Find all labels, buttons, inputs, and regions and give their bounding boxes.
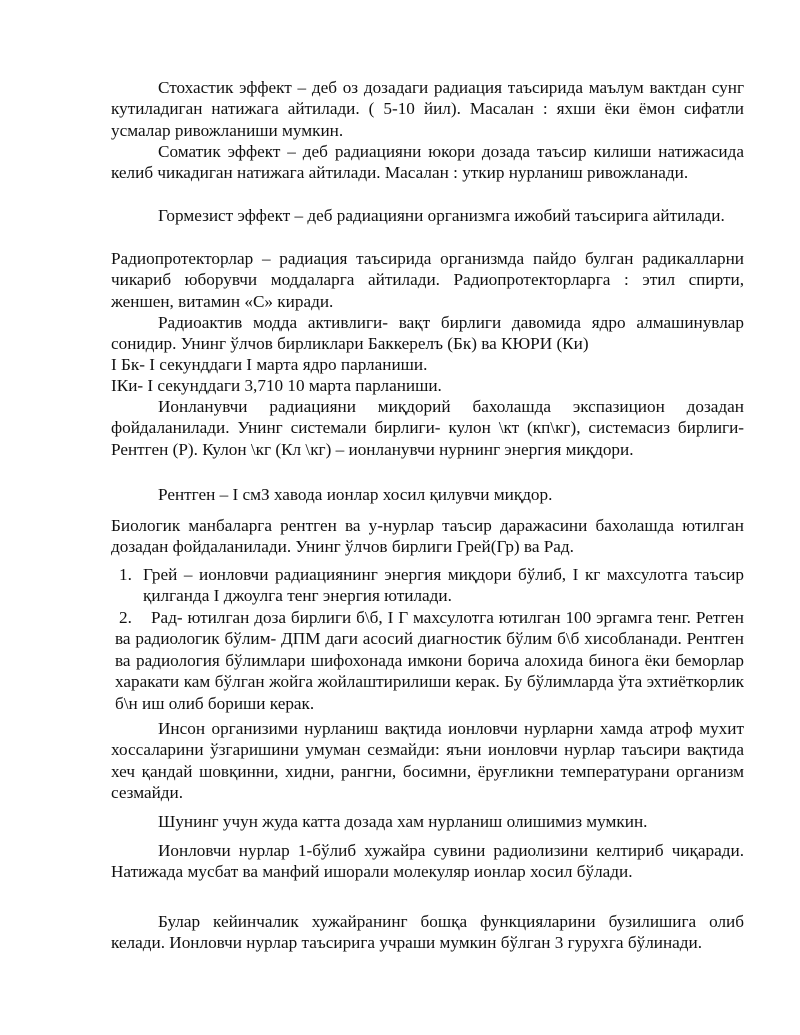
list-item-text: Рад- ютилган доза бирлиги б\б, I Г махсулотга ютилган 100 эргамга тенг. Ретген ва радиологик бўлим- ДПМ даги асосий диагностик бўлим б\б хисобланади. Рентген ва радиология бўлимлари шифохонада имкони борича алохида бинога ёки беморлар харакати кам бўлган жойга жойлаштирилиши керак. Бу бўлимларда ўта эхтиёткорлик б\н иш олиб бориши керак. bbox=[115, 608, 744, 713]
paragraph-absorbed-dose: Биологик манбаларга рентген ва у-нурлар таъсир даражасини бахолашда ютилган дозадан фойдаланилади. Унинг ўлчов бирлиги Грей(Гр) ва Рад. bbox=[111, 516, 744, 557]
list-number: 1. bbox=[119, 565, 132, 584]
paragraph-radiolysis: Ионловчи нурлар 1-бўлиб хужайра сувини радиолизини келтириб чиқаради. Натижада мусбат ва манфий ишорали молекуляр ионлар хосил бўлади. bbox=[111, 841, 744, 882]
paragraph-radioprotectors: Радиопротекторлар – радиация таъсирида организмда пайдо булган радикалларни чикариб юборувчи моддаларга айтилади. Радиопротекторларга : этил спирти, женшен, витамин «С» киради. bbox=[111, 249, 744, 311]
list-item-gray bbox=[115, 564, 744, 607]
paragraph-no-sensation: Инсон организими нурланиш вақтида ионловчи нурларни хамда атроф мухит хоссаларини ўзгаришини умуман сезмайди: яъни ионловчи нурлар таъсири вақтида хеч қандай шовқинни, хидни, рангни, босимни, ёруғликни температурани организм сезмайди. bbox=[111, 719, 744, 803]
paragraph-becquerel: I Бк- I секунддаги I марта ядро парланиши. bbox=[111, 355, 428, 374]
list-number: 2. bbox=[119, 608, 132, 627]
list-item-text: Грей – ионловчи радиациянинг энергия миқдори бўлиб, I кг махсулотга таъсир қилганда I джоулга тенг энергия ютилади. bbox=[143, 565, 744, 606]
paragraph-cell-functions: Булар кейинчалик хужайранинг бошқа функцияларини бузилишига олиб келади. Ионловчи нурлар таъсирига учраши мумкин бўлган 3 гурухга бўлинади. bbox=[111, 912, 744, 953]
paragraph-roentgen: Рентген – I смЗ хавода ионлар хосил қилувчи миқдор. bbox=[158, 485, 553, 504]
list-item-rad bbox=[115, 607, 744, 714]
paragraph-hormesis-effect: Гормезист эффект – деб радиацияни организмга ижобий таъсирига айтилади. bbox=[158, 206, 725, 225]
paragraph-activity: Радиоактив модда активлиги- вақт бирлиги давомида ядро алмашинувлар сонидир. Унинг ўлчов бирликлари Баккерелъ (Бк) ва КЮРИ (Ки) bbox=[111, 313, 744, 354]
paragraph-somatic-effect: Соматик эффект – деб радиацияни юкори дозада таъсир килиши натижасида келиб чикадиган натижага айтилади. Масалан : уткир нурланиш ривожланади. bbox=[111, 142, 744, 183]
paragraph-stochastic-effect: Стохастик эффект – деб оз дозадаги радиация таъсирида маълум вактдан сунг кутиладиган натижага айтилади. ( 5-10 йил). Масалан : яхши ёки ёмон сифатли усмалар ривожланиши мумкин. bbox=[111, 78, 744, 140]
paragraph-large-dose: Шунинг учун жуда катта дозада хам нурланиш олишимиз мумкин. bbox=[158, 812, 648, 831]
paragraph-curie: IКи- I секунддаги 3,710 10 марта парланиши. bbox=[111, 376, 442, 395]
paragraph-exposure-dose: Ионланувчи радиацияни миқдорий бахолашда экспазицион дозадан фойдаланилади. Унинг системали бирлиги- кулон \кт (кп\кг), системасиз бирлиги-Рентген (Р). Кулон \кг (Кл \кг) – ионланувчи нурнинг энергия миқдори. bbox=[111, 397, 744, 459]
